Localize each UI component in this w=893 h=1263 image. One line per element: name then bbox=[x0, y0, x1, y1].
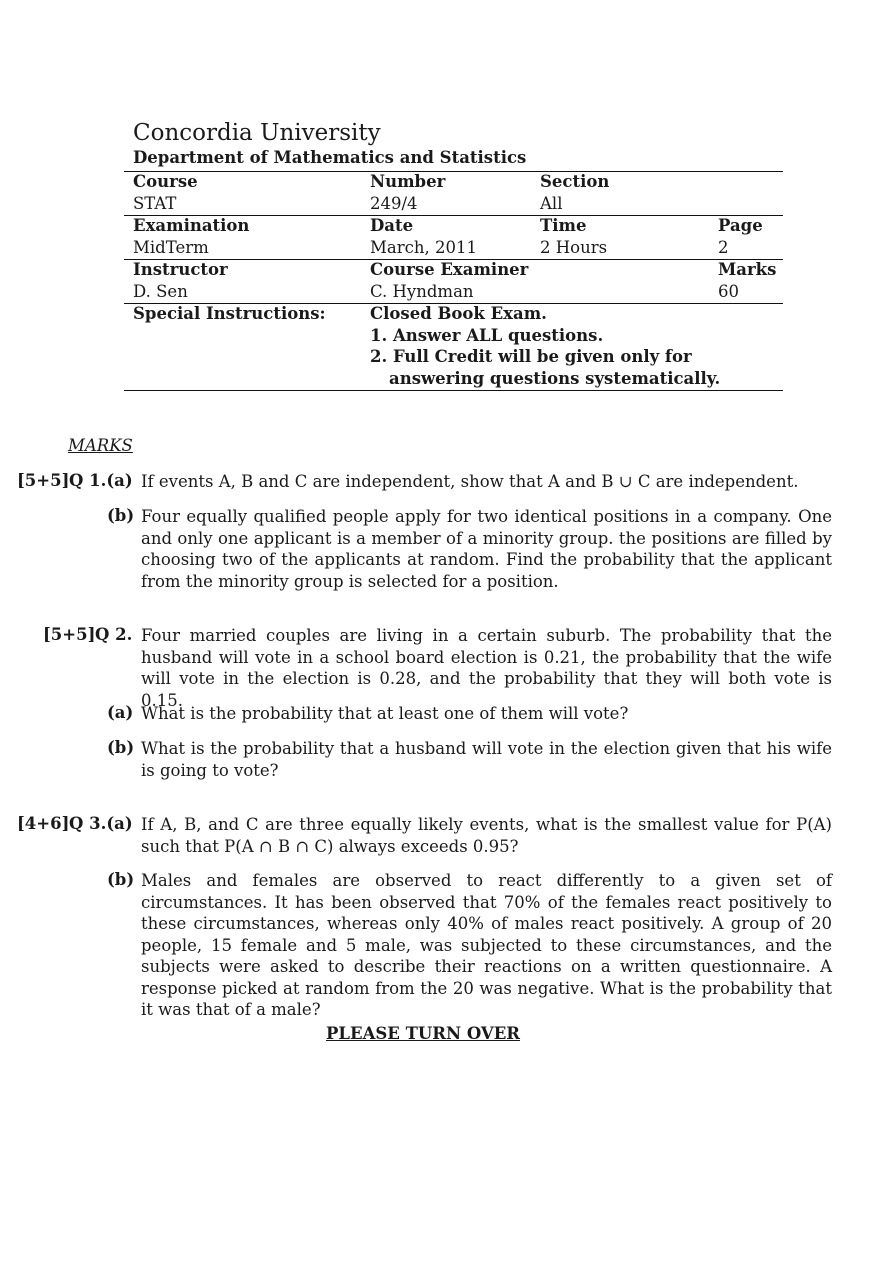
special-instruction-line: 2. Full Credit will be given only for bbox=[370, 347, 692, 366]
q3b-label: (b) bbox=[107, 870, 135, 889]
q3-label: Q 3.(a) bbox=[69, 814, 133, 833]
section-label: Section bbox=[540, 172, 610, 191]
date-label: Date bbox=[370, 216, 414, 235]
please-turn-over: PLEASE TURN OVER bbox=[326, 1024, 521, 1043]
special-instructions-label: Special Instructions: bbox=[133, 304, 326, 323]
q2a-text: What is the probability that at least one of them will vote? bbox=[141, 704, 629, 723]
date-value: March, 2011 bbox=[370, 238, 477, 257]
q1b-text: Four equally qualified people apply for two identical positions in a company. One and only one applicant is a member of a minority group. the positions are filled by choosing two of the applicants at random. Find the probability that the applicant from the minority group is selected for a position. bbox=[141, 507, 832, 591]
q2-intro-text: Four married couples are living in a certain suburb. The probability that the husband will vote in a school board election is 0.21, the probability that the wife will vote in the election is 0.28, and the probability that they will both vote is 0.15. bbox=[141, 626, 832, 710]
number-value: 249/4 bbox=[370, 194, 418, 213]
q2-marks: [5+5] bbox=[43, 625, 96, 644]
examiner-value: C. Hyndman bbox=[370, 282, 474, 301]
special-instruction-line: 1. Answer ALL questions. bbox=[370, 326, 604, 345]
department-name: Department of Mathematics and Statistics bbox=[133, 148, 527, 167]
q3a-text: If A, B, and C are three equally likely events, what is the smallest value for P(A) such that P(A ∩ B ∩ C) always exceeds 0.95? bbox=[141, 815, 832, 856]
page-value: 2 bbox=[718, 238, 729, 257]
q2-label: Q 2. bbox=[95, 625, 133, 644]
marks-label: Marks bbox=[718, 260, 777, 279]
q3b-text: Males and females are observed to react differently to a given set of circumstances. It has been observed that 70% of the females react positively to these circumstances, whereas only 40% of males react positively. A group of 20 people, 15 female and 5 male, was subjected to these circumstances, and the subjects were asked to describe their reactions on a written questionnaire. A response picked at random from the 20 was negative. What is the probability that it was that of a male? bbox=[141, 871, 832, 1019]
marks-value: 60 bbox=[718, 282, 739, 301]
exam-label: Examination bbox=[133, 216, 250, 235]
instructor-label: Instructor bbox=[133, 260, 228, 279]
section-value: All bbox=[540, 194, 563, 213]
number-label: Number bbox=[370, 172, 446, 191]
special-instruction-line: Closed Book Exam. bbox=[370, 304, 547, 323]
table-rule bbox=[124, 390, 783, 391]
university-name: Concordia University bbox=[133, 120, 381, 146]
examiner-label: Course Examiner bbox=[370, 260, 529, 279]
q3-marks: [4+6] bbox=[17, 814, 70, 833]
table-rule bbox=[124, 171, 783, 172]
q2a-label: (a) bbox=[107, 703, 134, 722]
course-value: STAT bbox=[133, 194, 177, 213]
q2b-text: What is the probability that a husband will vote in the election given that his wife is going to vote? bbox=[141, 739, 832, 780]
q1-marks: [5+5] bbox=[17, 471, 70, 490]
q1b-label: (b) bbox=[107, 506, 135, 525]
course-label: Course bbox=[133, 172, 198, 191]
time-label: Time bbox=[540, 216, 587, 235]
q2b-label: (b) bbox=[107, 738, 135, 757]
q1-label: Q 1.(a) bbox=[69, 471, 133, 490]
q1a-text: If events A, B and C are independent, show that A and B ∪ C are independent. bbox=[141, 472, 799, 491]
special-instruction-line: answering questions systematically. bbox=[389, 369, 721, 388]
marks-heading: MARKS bbox=[68, 436, 133, 455]
exam-value: MidTerm bbox=[133, 238, 209, 257]
time-value: 2 Hours bbox=[540, 238, 608, 257]
instructor-value: D. Sen bbox=[133, 282, 188, 301]
page-label: Page bbox=[718, 216, 763, 235]
